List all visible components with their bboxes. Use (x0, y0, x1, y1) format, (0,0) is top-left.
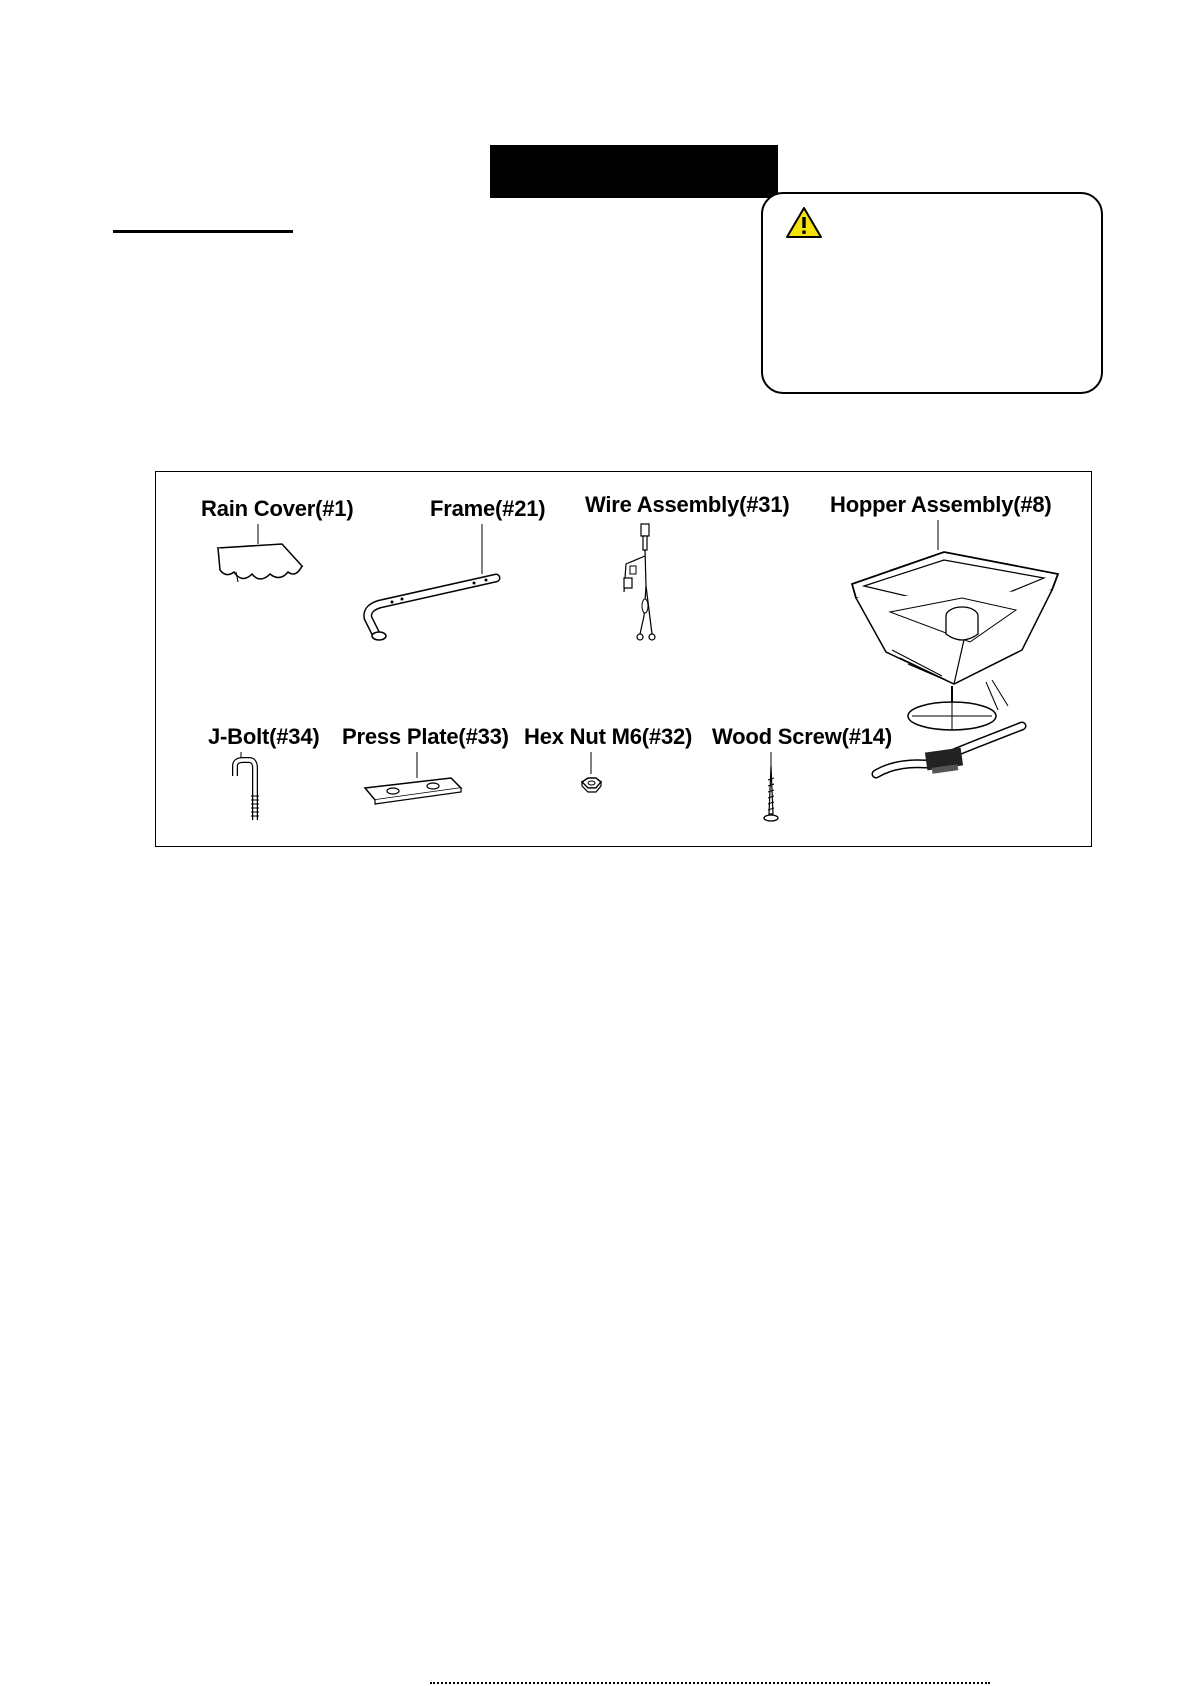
j-bolt-drawing (231, 750, 271, 830)
rain-cover-drawing (196, 522, 316, 602)
section-title-bar (490, 145, 778, 198)
section-heading-underline (113, 230, 293, 233)
press-plate-label: Press Plate(#33) (342, 724, 509, 749)
frame-label: Frame(#21) (430, 496, 546, 521)
hex-nut-drawing (576, 752, 606, 802)
hopper-assembly-label: Hopper Assembly(#8) (830, 492, 1052, 517)
wood-screw-label: Wood Screw(#14) (712, 724, 892, 749)
warning-box (761, 192, 1103, 394)
hex-nut-label: Hex Nut M6(#32) (524, 724, 693, 749)
rain-cover-label: Rain Cover(#1) (201, 496, 354, 521)
frame-drawing (346, 522, 536, 642)
wire-assembly-drawing (616, 516, 676, 656)
wood-screw-drawing (756, 752, 786, 832)
j-bolt-label: J-Bolt(#34) (208, 724, 320, 749)
warning-triangle-icon (785, 206, 823, 240)
parts-list-panel (155, 471, 1092, 847)
press-plate-drawing (361, 752, 471, 812)
wire-assembly-label: Wire Assembly(#31) (585, 492, 790, 517)
hopper-assembly-drawing (846, 512, 1066, 792)
footer-rule (430, 1682, 990, 1686)
